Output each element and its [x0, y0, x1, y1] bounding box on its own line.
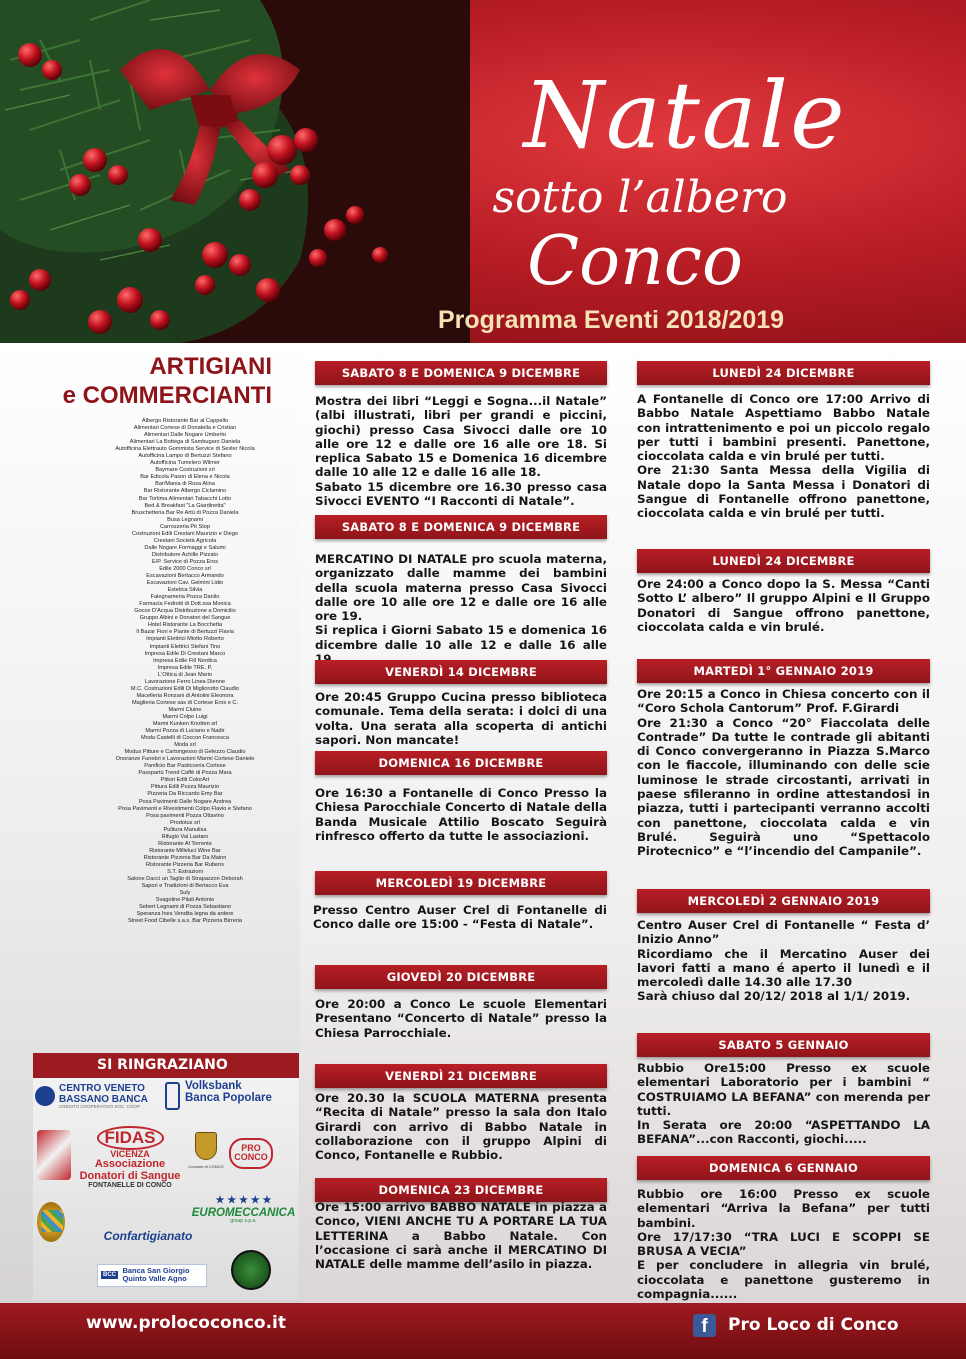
event-header: DOMENICA 16 DICEMBRE [315, 751, 607, 775]
event-header: VENERDÌ 14 DICEMBRE [315, 660, 607, 684]
artigiani-list-item: Alimentari La Bottega di Sambugaro Daniela [129, 439, 241, 446]
proloco-logo: PRO CONCO [229, 1138, 273, 1169]
artigiani-list-item: Prodotus srl [170, 819, 200, 826]
feather-emblem [37, 1130, 71, 1180]
artigiani-list-item: Crestani Società Agricola [153, 537, 217, 544]
event-header: DOMENICA 6 GENNAIO [637, 1156, 930, 1180]
artigiani-list-item: Gocce D'Acqua Distribuzione a Domicilio [134, 608, 236, 615]
artigiani-list-item: Bar Edicola Pason di Elena e Nicola [140, 474, 230, 481]
artigiani-list-item: Impresa Edile TRE. P. [157, 664, 213, 671]
artigiani-list-item: Il Bazar Fiori e Piante di Bertuzzi Flavia [136, 629, 234, 636]
artigiani-list-item: Alimentari Cortese di Donatella e Cristian [133, 425, 237, 432]
title-sotto-albero: sotto l’albero [492, 172, 788, 223]
artigiani-list-item: Bed & Breakfast "La Giardinetta" [144, 502, 226, 509]
fidas-line1: Associazione [94, 1158, 166, 1171]
artigiani-list-item: Marmi Kunken Knotten srl [152, 721, 218, 728]
artigiani-list-item: Estetica Silvia [167, 587, 203, 594]
artigiani-list-item: S.T. Estrazioni [167, 869, 203, 875]
centro-veneto-logo [35, 1084, 155, 1110]
artigiani-list-item: Ristorante Pizzeria Bar Rubens [145, 861, 225, 868]
facebook-page-link[interactable]: Pro Loco di Conco [728, 1315, 899, 1335]
artigiani-list-item: Bruschetteria Bar Re Artù di Pozza Daniela [131, 509, 239, 516]
artigiani-list-item: Pizzeria Da Riccardo Emy Bar [147, 791, 223, 798]
artigiani-list-item: Macelleria Ronzani di Antolini Eleonora [136, 692, 234, 699]
fidas-line2: Donatori di Sangue [79, 1169, 181, 1182]
artigiani-list-item: Bar/Mania di Rosa Alina [155, 481, 215, 488]
artigiani-list-item: Panificio Bar Pasticceria Cortese [144, 763, 226, 770]
artigiani-list [100, 418, 270, 925]
title-conco: Conco [527, 222, 743, 301]
event-header: DOMENICA 23 DICEMBRE [315, 1178, 607, 1202]
bcc-logo [97, 1264, 207, 1287]
artigiani-list-item: Marmi Cluine [168, 706, 202, 713]
artigiani-list-item: Gruppo Albini e Donatori del Sangue [139, 615, 231, 622]
event-text: A Fontanelle di Conco ore 17:00 Arrivo di Babbo Natale Aspettiamo Babbo Natale con intrattenimento e poi un piccolo regalo per tutti i bambini presenti. Panettone, cioccolata calda e vin brulé per tutti. Ore 21:30 Santa Messa della Vigilia di Natale dopo la Santa Messa i Donatori di Sangue di Fontanelle offrono panettone, cioccolata calda e vin brulé per tutti. [637, 392, 930, 521]
volksbank-line1: Volksbank [185, 1080, 242, 1092]
event-text: Ore 20:45 Gruppo Cucina presso biblioteca comunale. Tema della serata: i dolci di una volta. Una serata alla scoperta di antichi sapori. Non mancate! [315, 690, 607, 747]
fidas-city: VICENZA [110, 1148, 150, 1159]
thanks-heading: SI RINGRAZIANO [33, 1053, 299, 1078]
artigiani-list-item: Suly [179, 890, 191, 897]
bcc-line2: Quinto Valle Agno [122, 1273, 187, 1283]
event-header: LUNEDÌ 24 DICEMBRE [637, 549, 930, 573]
artigiani-list-item: Street Food Cibelle s.a.s. Bar Pizzeria Birreria [127, 918, 243, 925]
artigiani-list-item: Sebert Legnami di Pozza Sebastiano [138, 904, 232, 911]
event-text: Ore 16:30 a Fontanelle di Conco Presso la Chiesa Parocchiale Concerto di Natale della Banda Musicale Attilio Boscato Seguirà rinfresco offerto da tutte le associazioni. [315, 786, 607, 843]
event-header: SABATO 8 E DOMENICA 9 DICEMBRE [315, 361, 607, 385]
artigiani-list-item: Impresa Edile Di Crestani Marco [144, 650, 226, 657]
artigiani-list-item: Posa Pavimenti e Rivestimenti Colpo Flavio e Stefano [118, 805, 252, 812]
event-header: SABATO 8 E DOMENICA 9 DICEMBRE [315, 515, 607, 539]
event-text: Ore 15:00 arrivo BABBO NATALE in piazza a Conco, VIENI ANCHE TU A PORTARE LA TUA LETTERINA a Babbo Natale. Con l’occasione ci sarà anche il MERCATINO DI NATALE delle mamme dell’asilo in piazza. [315, 1200, 607, 1272]
event-header: GIOVEDÌ 20 DICEMBRE [315, 965, 607, 989]
artigiani-heading [60, 352, 272, 410]
volksbank-icon [165, 1082, 180, 1110]
artigiani-list-item: Marmi Colpo Luigi [162, 713, 208, 720]
artigiani-list-item: Escavazioni Cav. Gelmini Lidio [146, 580, 224, 587]
artigiani-list-item: Carrozzeria Pit Stop [159, 523, 211, 530]
artigiani-list-item: Ristorante Milleluci Wine Bar [149, 847, 221, 854]
artigiani-list-item: Albergo Ristorante Bar al Cappello [141, 418, 229, 424]
green-circle-logo [231, 1250, 271, 1290]
artigiani-list-item: Moda srl [174, 742, 196, 749]
centro-veneto-line1: CENTRO VENETO [59, 1083, 145, 1094]
artigiani-list-item: Svagoline Pilati Antonio [155, 897, 215, 904]
artigiani-list-item: Costruzioni Edili Crestani Maurizio e Diego [131, 530, 238, 537]
artigiani-list-item: Modus Pitture e Cartongesso di Gelezzo Claudio [124, 749, 246, 756]
artigiani-list-item: Posa pavimenti Pozza Ottavino [146, 812, 224, 819]
event-text: Rubbio ore 16:00 Presso ex scuole elementari “Arriva la Befana” per tutti bambini. Ore 17/17:30 “TRA LUCI E SCOPPI SE BRUSA A VECIA” E per concludere in allegria vin brulé, cioccolata e panettone gusteremo in compagnia...... [637, 1187, 930, 1302]
event-text: Ore 24:00 a Conco dopo la S. Messa “Canti Sotto L’ albero” Il gruppo Alpini e Il Gruppo Donatori di Sangue offrono panettone, cioccolata calda e vin brulé. [637, 577, 930, 634]
artigiani-list-item: Baymare Costruzioni srl [155, 467, 215, 474]
colorful-dots-logo [41, 1210, 63, 1232]
artigiani-list-item: Hotel Ristorante La Bocchetta [147, 622, 223, 629]
artigiani-list-item: Impresa Edile Fill Nordica [153, 657, 217, 664]
event-text: Centro Auser Crel di Fontanelle “ Festa d’ Inizio Anno” Ricordiamo che il Mercatino Auser dei lavori fatti a mano é aperto il lunedì e il mercoledì dalle 14.30 alle 17.30 Sarà chiuso dal 20/12/ 2018 al 1/1/ 2019. [637, 918, 930, 1004]
event-text: Presso Centro Auser Crel di Fontanelle di Conco dalle ore 15:00 - “Festa di Natale”. [313, 903, 607, 932]
artigiani-heading-line2: e COMMERCIANTI [62, 382, 272, 409]
fidas-mark: FIDAS [97, 1126, 164, 1150]
artigiani-list-item: Posa Pavimenti Dalle Nogare Andrea [138, 798, 232, 805]
artigiani-list-item: Alimentari Dalle Nogare Umberto [143, 432, 227, 439]
event-text: MERCATINO DI NATALE pro scuola materna, organizzato dalle mamme dei bambini della scuola materna presso Casa Sivocci dalle ore 10 alle ore 12 e dalle ore 16 alle ore 19. Si replica i Giorni Sabato 15 e domenica 16 dicembre dalle 10 alle 12 e dalle 16 alle [315, 552, 607, 652]
artigiani-list-item: Farmacia Fedrotti di Dott.ssa Monica [139, 601, 231, 608]
bcc-mark: BCC [103, 1271, 116, 1278]
centro-veneto-line3: CREDITO COOPERATIVO SOC. COOP. [59, 1104, 141, 1109]
event-header: VENERDÌ 21 DICEMBRE [315, 1064, 607, 1088]
artigiani-list-item: Bar Ristorante Albergo Ciclamino [143, 488, 227, 495]
artigiani-list-item: E/P. Service di Pozza Eros [151, 558, 219, 565]
volksbank-logo [165, 1080, 295, 1104]
artigiani-heading-line1: ARTIGIANI [149, 353, 272, 380]
artigiani-list-item: Ristorante Al Torrente [158, 840, 212, 847]
euromeccanica-sub: group s.p.a. [230, 1217, 257, 1224]
artigiani-list-item: Escavazioni Bertacco Armando [146, 573, 224, 580]
header-banner [0, 0, 966, 343]
artigiani-list-item: Lavorazione Ferro Linea Dienne [145, 678, 225, 685]
centro-veneto-icon [35, 1086, 55, 1106]
event-text: Ore 20:15 a Conco in Chiesa concerto con il “Coro Schola Cantorum” Prof. F.Girardi Ore 21:30 a Conco “20° Fiaccolata delle Contrade” Da tutte le contrade gli abitanti di Conco convergeranno in Piazza S.Marco con le fiaccole, illuminando con delle scie luminose le strade circostanti, arrivati in paese sfileranno in ordine attestandosi in piazza, tutti i partecipanti verranno accolti con panettone, cioccolata calda e vin Brulé. Seguirà uno “Spettacolo Pirotecnico” e “l’incendio del Campanile”. [637, 687, 930, 859]
artigiani-list-item: M.C. Costruzioni Edili Di Migliorotto Claudio [130, 685, 240, 692]
event-text: Rubbio Ore15:00 Presso ex scuole elementari Laboratorio per i bambini “ COSTRUIAMO LA BEFANA” con merenda per tutti. In Serata ore 20:00 “ASPETTANDO LA BEFANA”...con Racconti, giochi..... [637, 1061, 930, 1147]
comune-logo [183, 1132, 229, 1169]
artigiani-list-item: L'Ottica di Jean Mario [158, 671, 212, 678]
eu-stars-icon: ★ ★ ★ ★ ★ [215, 1195, 272, 1206]
artigiani-list-item: Onoranze Funebri e Lavorazioni Marmi Cortese Daniele [115, 756, 255, 763]
artigiani-list-item: Marmi Pozza di Luciano e Nadir [145, 728, 225, 735]
bcc-line1: Banca San Giorgio [122, 1266, 190, 1275]
centro-veneto-line2: BASSANO BANCA [59, 1093, 148, 1105]
artigiani-list-item: Falegnameria Pozza Danilo [150, 594, 220, 601]
artigiani-list-item: Autofficina Elettrauto Gommista Service di Sester Nicola [115, 446, 255, 453]
event-header: MERCOLEDÌ 2 GENNAIO 2019 [637, 889, 930, 913]
artigiani-list-item: Passpartù Trend Caffè di Pozza Mara [138, 770, 232, 777]
artigiani-list-item: Moda Castelli di Coccon Francesca [141, 735, 229, 742]
coat-of-arms-icon [195, 1132, 217, 1160]
artigiani-list-item: Bar Tortima Alimentari Tabacchi Lotto [138, 495, 232, 502]
euromeccanica-name: EUROMECCANICA [191, 1206, 296, 1219]
artigiani-list-item: Autofficina Tumelero Wilmer [150, 460, 220, 467]
artigiani-list-item: Pittori Edili ColorArt [160, 777, 210, 784]
volksbank-line2: Banca Popolare [185, 1092, 272, 1105]
artigiani-list-item: Dalle Nogare Formaggi e Salumi [144, 544, 226, 551]
event-header: LUNEDÌ 24 DICEMBRE [637, 361, 930, 385]
artigiani-list-item: Ristorante Pizzeria Bar Da Mainn [143, 854, 227, 861]
event-text: Ore 20.30 la SCUOLA MATERNA presenta “Recita di Natale” presso la sala don Italo Girardi con arrivo di Babbo Natale in collaborazione con il gruppo Alpini di Conco, Fontanelle e Rubbio. [315, 1091, 607, 1163]
fidas-line3: FONTANELLE DI CONCO [88, 1182, 172, 1190]
artigiani-list-item: Busa Legnami [167, 516, 203, 523]
programma-subtitle: Programma Eventi 2018/2019 [438, 306, 785, 334]
comune-label: Comune di CONCO [188, 1163, 224, 1169]
artigiani-list-item: Impianti Elettrici Miotto Roberto [146, 636, 224, 643]
artigiani-list-item: Pittura Edili Pozza Maurizio [150, 784, 220, 791]
event-header: SABATO 5 GENNAIO [637, 1033, 930, 1057]
sponsor-logos [33, 1078, 299, 1300]
event-text: Mostra dei libri “Leggi e Sogna...il Natale” (albi illustrati, libri per grandi e piccini, giochi) presso Casa Sivocci dalle ore 10 alle ore 12 e dalle ore 16 alle ore 18. Si replica Sabato 15 e Domenica 16 dicembre dalle 10 alle 12 e dalle 16 alle 18. Sabato 15 dicembre ore 16.30 presso casa Sivocci EVENTO “I Racconti di Natale”. [315, 394, 607, 509]
artigiani-list-item: Salone Dacci un Taglio di Strapazzon Deborah [127, 876, 243, 883]
artigiani-list-item: Pulitura Manulisa [163, 826, 207, 833]
artigiani-list-item: Maglieria Cortese sas di Cortese Eros e C. [131, 699, 238, 706]
event-header: MERCOLEDÌ 19 DICEMBRE [315, 871, 607, 895]
confartigianato-logo: Confartigianato [103, 1229, 193, 1243]
artigiani-list-item: Edile 2000 Conco srl [159, 565, 211, 572]
fidas-logo [75, 1126, 185, 1190]
artigiani-list-item: Sapori e Tradizioni di Bertacco Eva [141, 883, 229, 890]
artigiani-list-item: Speranza Ines Vendita legna da ardere [136, 911, 234, 918]
title-natale: Natale [523, 62, 847, 169]
artigiani-list-item: Rifugio Val Lastaro [161, 833, 209, 840]
euromeccanica-logo [191, 1196, 296, 1224]
website-link[interactable]: www.prolococonco.it [86, 1313, 287, 1333]
artigiani-list-item: Autofficina Lampo di Bertuzzi Stefano [138, 453, 232, 460]
artigiani-list-item: Distributore Achille Pizzato [151, 551, 219, 558]
christmas-wreath-image [0, 0, 470, 343]
artigiani-list-item: Impianti Elettrici Stefani Tino [149, 643, 221, 650]
facebook-icon[interactable]: f [693, 1314, 716, 1337]
event-text: Ore 20:00 a Conco Le scuole Elementari Presentano “Concerto di Natale” presso la Chiesa Parrocchiale. [315, 997, 607, 1040]
event-header: MARTEDÌ 1° GENNAIO 2019 [637, 659, 930, 683]
